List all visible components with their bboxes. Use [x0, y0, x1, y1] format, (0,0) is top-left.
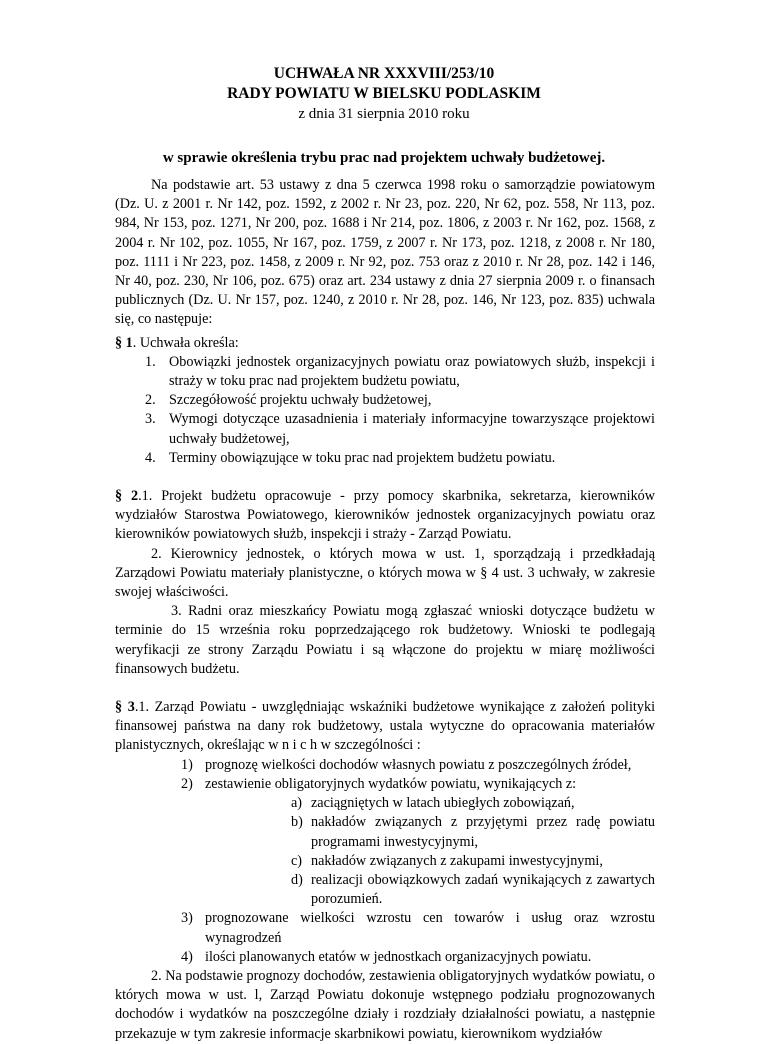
list-item: d) realizacji obowiązkowych zadań wynikających z zawartych porozumień.	[291, 871, 655, 908]
list-item: 2) zestawienie obligatoryjnych wydatków powiatu, wynikających z:	[181, 775, 577, 792]
council-name: RADY POWIATU W BIELSKU PODLASKIM	[227, 85, 541, 102]
section-3-mark: § 3	[115, 699, 135, 716]
resolution-subject: w sprawie określenia trybu prac nad projektem uchwały budżetowej.	[162, 150, 606, 166]
section-3-para-1: § 3.1. Zarząd Powiatu - uwzględniając wskaźniki budżetowe wynikające z założeń polityki finansowej państwa na dany rok budżetowy, ustala wytyczne do opracowania materiałów planistycznych, określając w n i c h w szczególności :	[115, 699, 656, 754]
section-1-intro: § 1. Uchwała określa:	[115, 334, 239, 351]
section-3-sublist	[115, 794, 655, 909]
section-2-para-1: § 2.1. Projekt budżetu opracowuje - przy pomocy skarbnika, sekretarza, kierowników wydziałów Starostwa Powiatowego, kierowników jednostek organizacyjnych powiatu oraz kierowników powiatowych służb, inspekcji i straży - Zarząd Powiatu.	[115, 488, 656, 543]
list-item: 2. Szczegółowość projektu uchwały budżetowej,	[145, 392, 432, 409]
list-item: 3. Wymogi dotyczące uzasadnienia i materiały informacyjne towarzyszące projektowi uchwały budżetowej,	[145, 411, 655, 447]
section-2-para-2: 2. Kierownicy jednostek, o których mowa w ust. 1, sporządzają i przedkładają Zarządowi Powiatu materiały planistyczne, o których mowa w § 4 ust. 3 uchwały, w zakresie swojej właściwości.	[115, 545, 655, 601]
list-item: 4. Terminy obowiązujące w toku prac nad projektem budżetu powiatu.	[145, 449, 556, 466]
section-2-para-3: 3. Radni oraz mieszkańcy Powiatu mogą zgłaszać wnioski dotyczące budżetu w terminie do 15 września roku poprzedzającego rok budżetowy. Wnioski te podlegają weryfikacji ze strony Zarządu Powiatu i są włączone do projektu w miarę możliwości finansowych budżetu.	[115, 603, 655, 677]
preamble: Na podstawie art. 53 ustawy z dna 5 czerwca 1998 roku o samorządzie powiatowym (Dz. U. z 2001 r. Nr 142, poz. 1592, z 2002 r. Nr 23, poz. 220, Nr 62, poz. 558, Nr 113, poz. 984, Nr 153, poz. 1271, Nr 200, poz. 1688 i Nr 214, poz. 1806, z 2003 r. Nr 162, poz. 1568, z 2004 r. Nr 102, poz. 1055, Nr 167, poz. 1759, z 2007 r. Nr 173, poz. 1218, z 2008 r. Nr 180, poz. 1111 i Nr 223, poz. 1458, z 2009 r. Nr 92, poz. 753 oraz z 2010 r. Nr 28, poz. 142 i 146, Nr 40, poz. 230, Nr 106, poz. 675) oraz art. 234 ustawy z dnia 27 sierpnia 2009 r. o finansach publicznych (Dz. U. Nr 157, poz. 1240, z 2010 r. Nr 28, poz. 146, Nr 123, poz. 835) uchwala się, co następuje:	[115, 177, 655, 328]
list-item: 4) ilości planowanych etatów w jednostkach organizacyjnych powiatu.	[181, 948, 592, 965]
list-item: 3) prognozowane wielkości wzrostu cen towarów i usług oraz wzrostu wynagrodzeń	[181, 910, 655, 946]
list-item: c) nakładów związanych z zakupami inwestycyjnymi,	[291, 852, 603, 869]
resolution-number: UCHWAŁA NR XXXVIII/253/10	[273, 65, 495, 82]
section-3-list-cont	[115, 909, 655, 967]
document-body	[115, 176, 655, 1044]
section-1-mark: § 1	[115, 334, 133, 351]
list-item: 1) prognozę wielkości dochodów własnych powiatu z poszczególnych źródeł,	[181, 756, 632, 773]
section-3-list	[115, 756, 655, 794]
section-2-mark: § 2	[115, 488, 139, 505]
list-item: a) zaciągniętych w latach ubiegłych zobowiązań,	[291, 795, 575, 812]
list-item: 1. Obowiązki jednostek organizacyjnych powiatu oraz powiatowych służb, inspekcji i straży w toku prac nad projektem budżetu powiatu,	[145, 353, 655, 390]
resolution-date: z dnia 31 sierpnia 2010 roku	[298, 106, 470, 122]
list-item: b) nakładów związanych z przyjętymi przez radę powiatu programami inwestycyjnymi,	[291, 814, 655, 850]
section-1-list	[115, 353, 655, 468]
section-3-para-2: 2. Na podstawie prognozy dochodów, zestawienia obligatoryjnych wydatków powiatu, o których mowa w ust. l, Zarząd Powiatu dokonuje wstępnego podziału prognozowanych dochodów i wydatków na poszczególne działy i rozdziały działalności powiatu, a następnie przekazuje w tym zakresie informacje skarbnikowi powiatu, kierownikom wydziałów	[115, 967, 655, 1042]
